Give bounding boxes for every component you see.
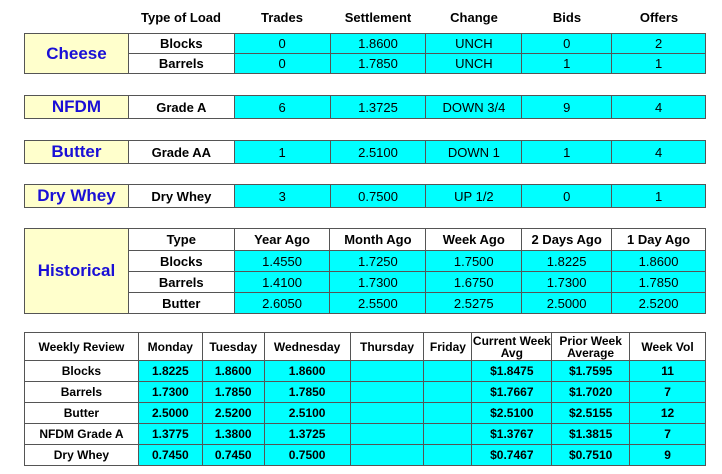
weekly-cell [350,403,424,424]
weekly-header-review: Weekly Review [25,333,139,361]
weekly-cell: 2.5100 [264,403,350,424]
dry-whey-table [24,184,706,208]
historical-cell: 1.7850 [612,272,706,293]
historical-cell: 2.5200 [612,293,706,314]
weekly-cell: 1.3725 [264,424,350,445]
weekly-cell [350,445,424,466]
weekly-cell [350,361,424,382]
weekly-cell: $2.5155 [552,403,630,424]
historical-row-type: Butter [128,293,234,314]
weekly-cell: 7 [630,424,706,445]
weekly-header-tuesday: Tuesday [202,333,264,361]
cheese-type-barrels: Barrels [128,54,234,74]
historical-cell: 1.8600 [612,251,706,272]
historical-header-month-ago: Month Ago [330,229,426,251]
cheese-barrels-change: UNCH [426,54,522,74]
cheese-type-blocks: Blocks [128,34,234,54]
weekly-cell [424,424,472,445]
header-offers: Offers [639,10,679,25]
weekly-cell: $2.5100 [472,403,552,424]
weekly-header-wednesday: Wednesday [264,333,350,361]
weekly-row-label: Butter [25,403,139,424]
weekly-cell: 1.7300 [138,382,202,403]
weekly-cell: 11 [630,361,706,382]
cheese-blocks-bids: 0 [522,34,612,54]
cheese-barrels-settlement: 1.7850 [330,54,426,74]
weekly-cell [424,445,472,466]
dry-whey-offers: 1 [612,185,706,208]
butter-change: DOWN 1 [426,141,522,164]
header-type-of-load: Type of Load [141,10,221,25]
butter-settlement: 2.5100 [330,141,426,164]
weekly-cell: $0.7510 [552,445,630,466]
weekly-header-week-vol: Week Vol [630,333,706,361]
nfdm-trades: 6 [234,96,330,119]
historical-cell: 2.5000 [522,293,612,314]
historical-cell: 2.5275 [426,293,522,314]
weekly-row-label: NFDM Grade A [25,424,139,445]
header-trades: Trades [261,10,303,25]
weekly-cell: 1.3775 [138,424,202,445]
cheese-barrels-trades: 0 [234,54,330,74]
weekly-cell: 0.7450 [202,445,264,466]
weekly-cell: $1.7020 [552,382,630,403]
historical-cell: 1.7500 [426,251,522,272]
weekly-cell: 0.7500 [264,445,350,466]
weekly-cell: $1.8475 [472,361,552,382]
historical-row-type: Barrels [128,272,234,293]
weekly-row-label: Barrels [25,382,139,403]
weekly-cell: 0.7450 [138,445,202,466]
butter-offers: 4 [612,141,706,164]
historical-cell: 2.6050 [234,293,330,314]
dry-whey-bids: 0 [522,185,612,208]
historical-cell: 1.7250 [330,251,426,272]
historical-cell: 1.7300 [522,272,612,293]
weekly-cell: 2.5200 [202,403,264,424]
weekly-cell [424,382,472,403]
weekly-cell: $1.3767 [472,424,552,445]
weekly-cell: $1.7595 [552,361,630,382]
weekly-cell: 12 [630,403,706,424]
historical-row-type: Blocks [128,251,234,272]
header-settlement: Settlement [344,10,412,25]
dry-whey-change: UP 1/2 [426,185,522,208]
weekly-header-friday: Friday [424,333,472,361]
nfdm-type: Grade A [128,96,234,119]
butter-label: Butter [25,141,129,164]
dry-whey-trades: 3 [234,185,330,208]
weekly-cell: 1.8225 [138,361,202,382]
weekly-row-label: Dry Whey [25,445,139,466]
weekly-cell [424,403,472,424]
weekly-cell: $0.7467 [472,445,552,466]
historical-header-week-ago: Week Ago [426,229,522,251]
nfdm-table [24,95,706,119]
nfdm-settlement: 1.3725 [330,96,426,119]
nfdm-offers: 4 [612,96,706,119]
weekly-cell: 1.3800 [202,424,264,445]
weekly-header-monday: Monday [138,333,202,361]
dry-whey-type: Dry Whey [128,185,234,208]
weekly-cell: 1.7850 [202,382,264,403]
historical-header-1-day-ago: 1 Day Ago [612,229,706,251]
cheese-label: Cheese [25,34,129,74]
historical-cell: 1.4100 [234,272,330,293]
nfdm-bids: 9 [522,96,612,119]
cheese-table [24,33,706,74]
weekly-row-label: Blocks [25,361,139,382]
dry-whey-settlement: 0.7500 [330,185,426,208]
historical-cell: 2.5500 [330,293,426,314]
weekly-cell: $1.7667 [472,382,552,403]
weekly-cell: 1.8600 [202,361,264,382]
weekly-cell: 7 [630,382,706,403]
cheese-blocks-settlement: 1.8600 [330,34,426,54]
cheese-blocks-trades: 0 [234,34,330,54]
weekly-cell: 1.7850 [264,382,350,403]
weekly-cell [350,382,424,403]
historical-cell: 1.4550 [234,251,330,272]
butter-bids: 1 [522,141,612,164]
weekly-header-prior-week-average: Prior Week Average [552,333,630,361]
nfdm-change: DOWN 3/4 [426,96,522,119]
cheese-barrels-offers: 1 [612,54,706,74]
dry-whey-label: Dry Whey [25,185,129,208]
historical-label: Historical [25,229,129,314]
cheese-blocks-change: UNCH [426,34,522,54]
butter-type: Grade AA [128,141,234,164]
weekly-cell: 1.8600 [264,361,350,382]
historical-cell: 1.8225 [522,251,612,272]
weekly-review-table [24,332,706,466]
butter-trades: 1 [234,141,330,164]
weekly-cell: 2.5000 [138,403,202,424]
historical-cell: 1.6750 [426,272,522,293]
header-bids: Bids [552,10,582,25]
historical-header-type: Type [128,229,234,251]
cheese-barrels-bids: 1 [522,54,612,74]
weekly-cell [350,424,424,445]
nfdm-label: NFDM [25,96,129,119]
cheese-blocks-offers: 2 [612,34,706,54]
header-change: Change [450,10,498,25]
weekly-cell: $1.3815 [552,424,630,445]
butter-table [24,140,706,164]
weekly-cell: 9 [630,445,706,466]
historical-table [24,228,706,314]
weekly-header-thursday: Thursday [350,333,424,361]
historical-header-year-ago: Year Ago [234,229,330,251]
weekly-header-current-week-avg: Current Week Avg [472,333,551,360]
weekly-cell [424,361,472,382]
historical-header-2-days-ago: 2 Days Ago [522,229,612,251]
historical-cell: 1.7300 [330,272,426,293]
